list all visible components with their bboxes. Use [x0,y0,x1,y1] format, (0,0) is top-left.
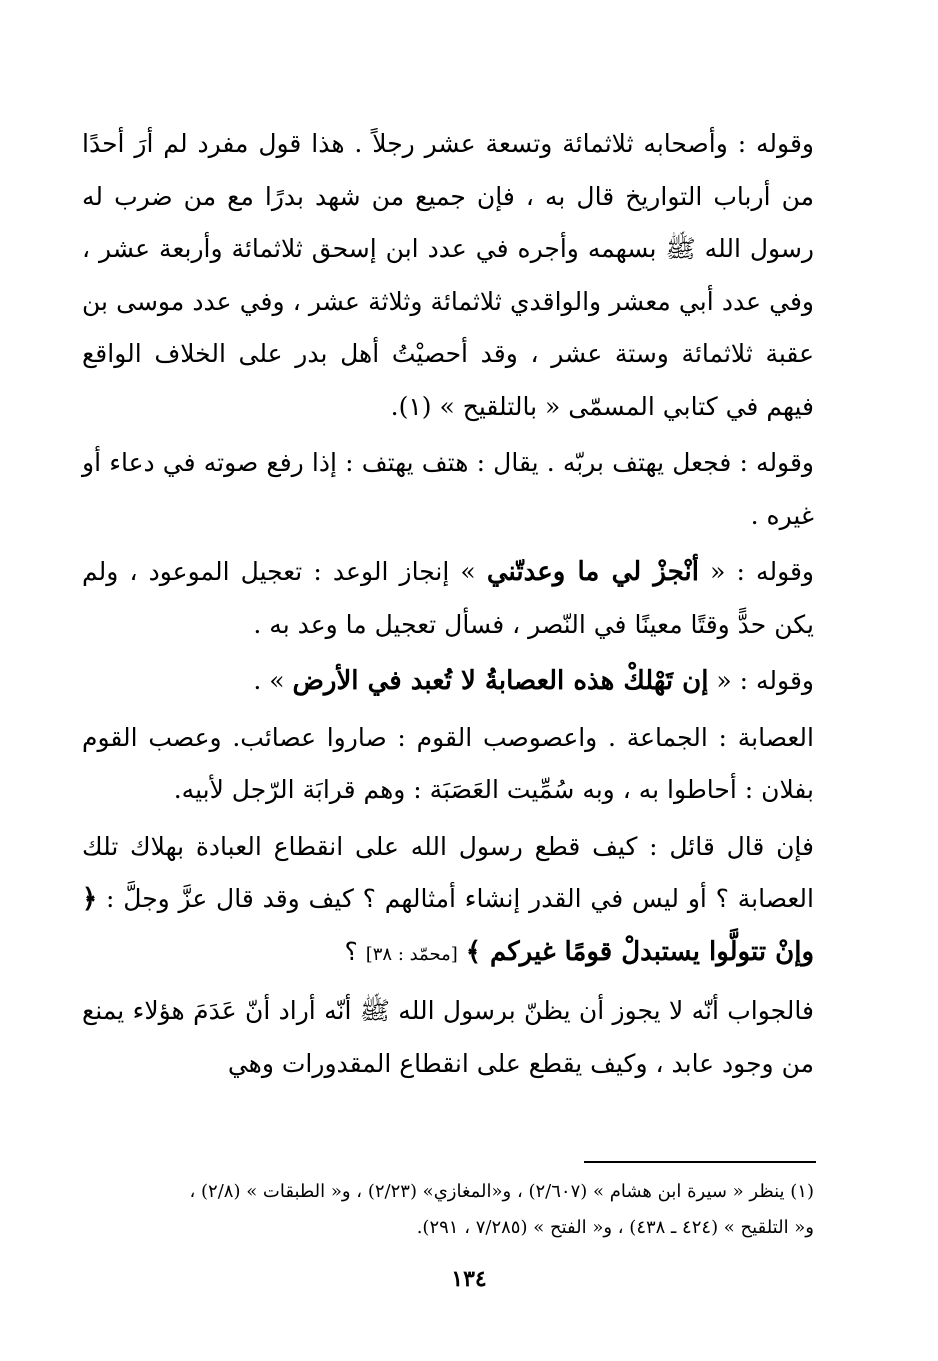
text-run: العصابة : الجماعة . واعصوصب القوم : صاروا عصائب. وعصب القوم بفلان : أحاطوا به ، وبه سُمِّيت العَصَبَة : وهم قرابَة الرّجل لأبيه. [82,722,814,804]
paragraph-1 [82,118,814,433]
text-run: » إنجاز الوعد : تعجيل الموعود ، ولم يكن حدًّ وقتًا معينًا في النّصر ، فسأل تعجيل ما وعد به . [82,557,814,639]
text-run: فالجواب أنّه لا يجوز أن يظنّ برسول الله ﷺ أنّه أراد أنّ عَدَمَ هؤلاء يمنع من وجود عابد ، وكيف يقطع على انقطاع المقدورات وهي [82,996,814,1078]
paragraph-7 [82,985,814,1090]
text-run: وقوله : « [698,557,815,586]
text-run: وقوله : « [708,666,814,695]
main-text [82,118,814,1090]
text-run: » . [253,666,293,695]
paragraph-6 [82,821,814,982]
text-run: وقوله : فجعل يهتف بربّه . يقال : هتف يهتف : إذا رفع صوته في دعاء أو غيره . [82,448,814,530]
citation: [محمّد : ٣٨] [365,943,458,965]
paragraph-3 [82,546,814,651]
footnotes [82,1174,814,1246]
paragraph-2 [82,437,814,542]
footnote-line: (١) ينظر « سيرة ابن هشام » (٢/٦٠٧) ، و«المغازي» (٢/٢٣) ، و« الطبقات » (٢/٨) ، [189,1181,814,1202]
text-run: ؟ [344,936,366,966]
text-run: فإن قال قائل : كيف قطع رسول الله على انقطاع العبادة بهلاك تلك العصابة ؟ أو ليس في القدر إنشاء أمثالهم ؟ كيف وقد قال عزَّ وجلَّ : [82,831,814,913]
bold-quote: أنْجزْ لي ما وعدتّني [486,557,699,587]
paragraph-5 [82,712,814,817]
page-number: ١٣٤ [451,1266,487,1292]
text-run [458,937,466,966]
text-run: وقوله : وأصحابه ثلاثمائة وتسعة عشر رجلاً . هذا قول مفرد لم أرَ أحدًا من أرباب التواريخ قال به ، فإن جميع من شهد بدرًا مع من ضرب له رسول الله ﷺ بسهمه وأجره في عدد ابن إسحق ثلاثمائة وأربعة عشر ، وفي عدد أبي معشر والواقدي ثلاثمائة وثلاثة عشر ، وفي عدد موسى بن عقبة ثلاثمائة وستة عشر ، وقد أحصيْتُ أهل بدر على الخلاف الواقع فيهم في كتابي المسمّى « بالتلقيح » (١). [82,129,814,421]
footnote-line: و« التلقيح » (٤٢٤ ـ ٤٣٨) ، و« الفتح » (٧/٢٨٥ ، ٢٩١). [416,1217,814,1238]
bold-quote: إن تَهْلكْ هذه العصابةُ لا تُعبد في الأرض [292,666,709,696]
bold-quote: ﴿ وإنْ تتولَّوا يستبدلْ قومًا غيركم ﴾ [82,884,814,967]
footnote-separator [584,1161,816,1163]
paragraph-4 [82,655,814,708]
